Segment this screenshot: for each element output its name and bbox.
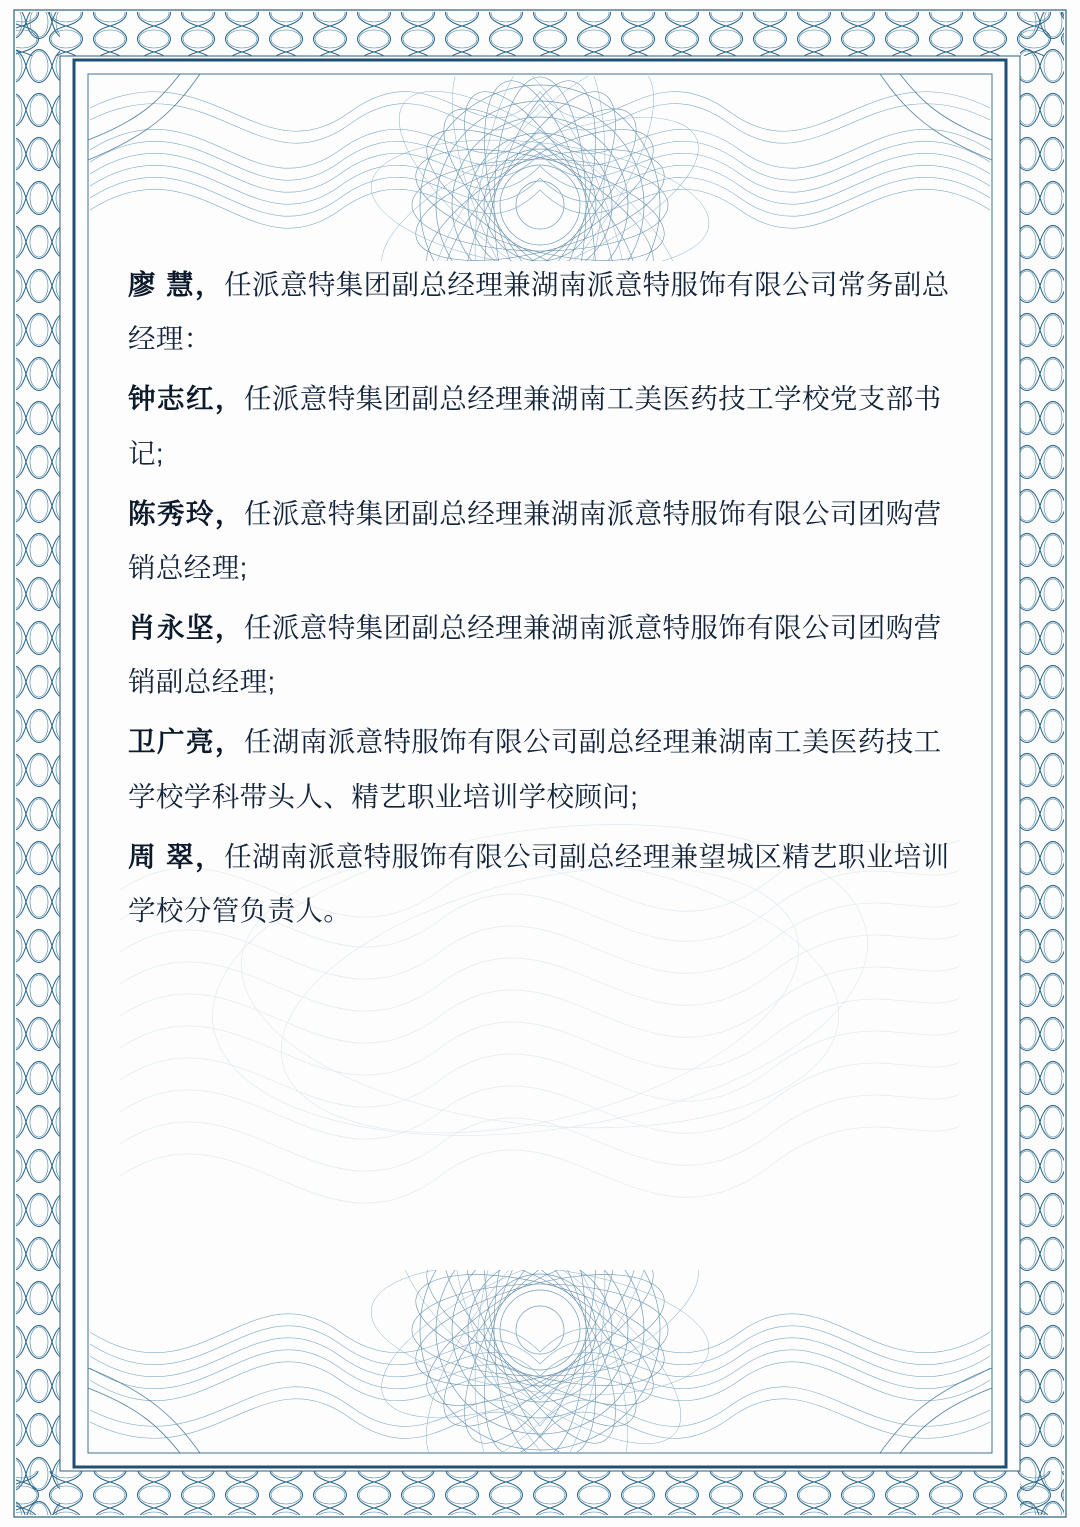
person-name: 周 翠， bbox=[128, 840, 225, 872]
person-name: 钟志红， bbox=[128, 383, 244, 415]
appointment-entry bbox=[128, 372, 958, 480]
appointment-entry bbox=[128, 258, 958, 366]
person-name: 卫广亮， bbox=[128, 726, 244, 758]
person-title: 任派意特集团副总经理兼湖南工美医药技工学校党支部书记; bbox=[128, 383, 942, 469]
person-title: 任派意特集团副总经理兼湖南派意特服饰有限公司常务副总经理： bbox=[128, 269, 950, 355]
appointment-entry bbox=[128, 487, 958, 595]
person-title: 任湖南派意特服饰有限公司副总经理兼望城区精艺职业培训学校分管负责人。 bbox=[128, 840, 950, 926]
person-title: 任派意特集团副总经理兼湖南派意特服饰有限公司团购营销副总经理; bbox=[128, 612, 942, 698]
appointment-entry bbox=[128, 601, 958, 709]
person-name: 肖永坚， bbox=[128, 612, 244, 644]
person-title: 任湖南派意特服饰有限公司副总经理兼湖南工美医药技工学校学科带头人、精艺职业培训学校顾问; bbox=[128, 726, 942, 812]
person-name: 廖 慧， bbox=[128, 269, 225, 300]
certificate-body bbox=[128, 258, 958, 944]
appointment-entry bbox=[128, 715, 958, 823]
person-title: 任派意特集团副总经理兼湖南派意特服饰有限公司团购营销总经理; bbox=[128, 497, 942, 583]
person-name: 陈秀玲， bbox=[128, 497, 244, 529]
appointment-entry bbox=[128, 830, 958, 938]
